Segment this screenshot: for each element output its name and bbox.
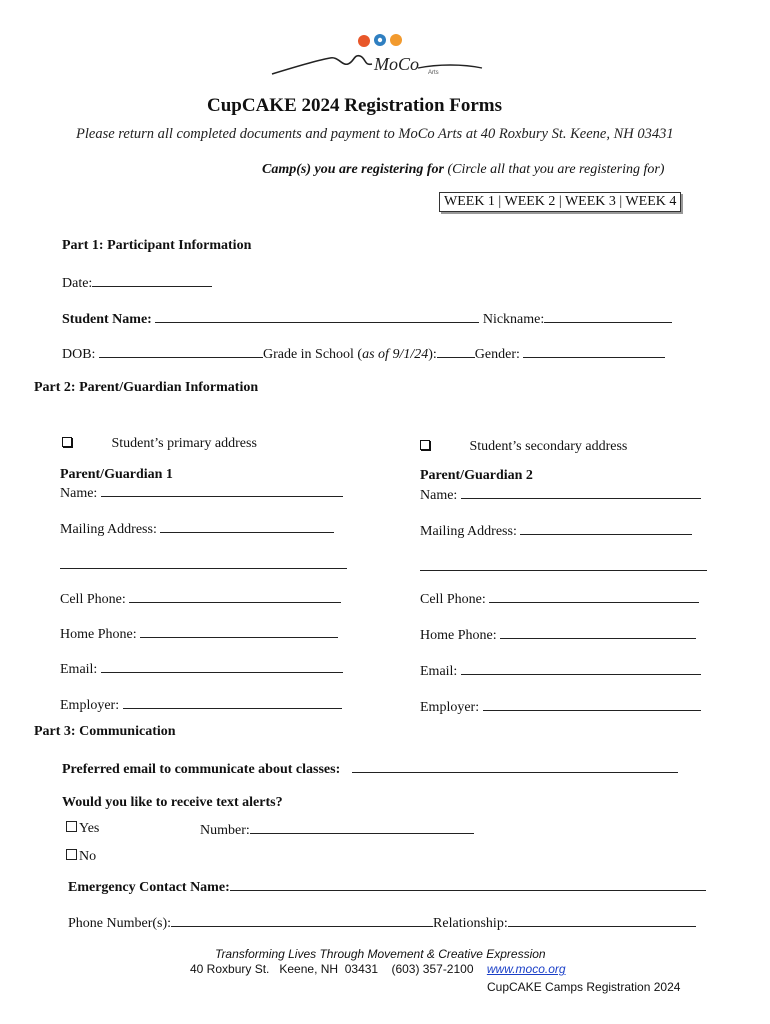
- guardian2-employer-label: Employer:: [420, 700, 480, 715]
- footer-address: 40 Roxbury St. Keene, NH 03431 (603) 357-2100: [190, 962, 474, 976]
- guardian1-employer-label: Employer:: [60, 698, 120, 713]
- primary-address-option[interactable]: [62, 436, 257, 452]
- guardian1-mailing-row[interactable]: [60, 520, 334, 538]
- emergency-contact-label: Emergency Contact Name:: [68, 880, 230, 895]
- guardian2-name-label: Name:: [420, 488, 458, 503]
- emergency-phone-row: [68, 914, 696, 932]
- guardian1-email-label: Email:: [60, 662, 98, 677]
- phone-numbers-label: Phone Number(s):: [68, 916, 172, 931]
- guardian1-cell-row[interactable]: [60, 590, 341, 608]
- dob-label: DOB:: [62, 347, 96, 362]
- guardian2-name-row[interactable]: [420, 486, 701, 504]
- footer-tagline: Transforming Lives Through Movement & Creative Expression: [215, 947, 546, 961]
- logo-subtext: Arts: [428, 70, 439, 76]
- number-label: Number:: [200, 823, 250, 838]
- guardian2-heading: Parent/Guardian 2: [420, 468, 533, 483]
- page-subtitle: Please return all completed documents and payment to MoCo Arts at 40 Roxbury St. Keene, NH 03431: [76, 126, 674, 142]
- gender-label: Gender:: [474, 347, 520, 362]
- footer-form-name: CupCAKE Camps Registration 2024: [487, 980, 681, 994]
- guardian1-email-row[interactable]: [60, 660, 343, 678]
- guardian2-mailing-row[interactable]: [420, 522, 692, 540]
- guardian1-name-label: Name:: [60, 486, 98, 501]
- primary-address-label: Student’s primary address: [111, 436, 257, 451]
- guardian2-home-row[interactable]: [420, 626, 696, 644]
- dob-row: [62, 345, 665, 363]
- dob-field[interactable]: [99, 345, 263, 358]
- text-alerts-number-row[interactable]: [200, 821, 474, 839]
- relationship-label: Relationship:: [433, 916, 508, 931]
- guardian2-employer-row[interactable]: [420, 698, 701, 716]
- moco-logo: [268, 30, 488, 78]
- logo-dot-orange: [358, 35, 370, 47]
- preferred-email-label: Preferred email to communicate about classes:: [62, 762, 341, 777]
- student-name-row: [62, 310, 672, 328]
- grade-as-of: as of 9/1/24: [362, 347, 429, 362]
- guardian1-employer-row[interactable]: [60, 696, 342, 714]
- gender-field[interactable]: [523, 345, 665, 358]
- no-label: No: [79, 849, 97, 864]
- student-name-label: Student Name:: [62, 312, 152, 327]
- logo-swoosh-graphic: [268, 30, 488, 78]
- guardian2-email-row[interactable]: [420, 662, 701, 680]
- grade-field[interactable]: [437, 345, 475, 358]
- date-label: Date:: [62, 276, 93, 291]
- website-link[interactable]: www.moco.org: [486, 962, 566, 976]
- guardian2-email-label: Email:: [420, 664, 458, 679]
- date-field[interactable]: [62, 274, 212, 292]
- logo-wordmark: MoCo: [374, 54, 419, 74]
- relationship-field[interactable]: [508, 914, 696, 927]
- page-title: CupCAKE 2024 Registration Forms: [207, 95, 503, 116]
- camps-note: (Circle all that you are registering for): [447, 162, 665, 177]
- part1-heading: Part 1: Participant Information: [62, 238, 252, 253]
- camps-instruction: [262, 162, 664, 178]
- secondary-address-checkbox[interactable]: [420, 440, 430, 450]
- text-alerts-yes-option[interactable]: [66, 821, 99, 837]
- guardian2-mailing-label: Mailing Address:: [420, 524, 517, 539]
- guardian1-heading: Parent/Guardian 1: [60, 467, 173, 482]
- grade-label: Grade in School (: [262, 347, 363, 362]
- guardian1-home-label: Home Phone:: [60, 627, 137, 642]
- secondary-address-label: Student’s secondary address: [469, 439, 628, 454]
- guardian1-name-row[interactable]: [60, 484, 343, 502]
- yes-label: Yes: [79, 821, 100, 836]
- guardian2-home-label: Home Phone:: [420, 628, 497, 643]
- week-selection-box[interactable]: WEEK 1 | WEEK 2 | WEEK 3 | WEEK 4: [439, 192, 681, 212]
- guardian1-home-row[interactable]: [60, 625, 338, 643]
- nickname-field[interactable]: [544, 310, 672, 323]
- nickname-label: Nickname:: [482, 312, 545, 327]
- primary-address-checkbox[interactable]: [62, 437, 72, 447]
- grade-close: ):: [428, 347, 437, 362]
- secondary-address-option[interactable]: [420, 439, 627, 455]
- guardian1-cell-label: Cell Phone:: [60, 592, 126, 607]
- part3-heading: Part 3: Communication: [34, 724, 176, 739]
- guardian2-mailing-line2[interactable]: [420, 558, 707, 576]
- guardian2-cell-label: Cell Phone:: [420, 592, 486, 607]
- guardian2-cell-row[interactable]: [420, 590, 699, 608]
- guardian1-mailing-label: Mailing Address:: [60, 522, 157, 537]
- phone-numbers-field[interactable]: [171, 914, 433, 927]
- text-alerts-question: Would you like to receive text alerts?: [62, 795, 283, 810]
- preferred-email-row: [62, 760, 678, 778]
- emergency-contact-row[interactable]: [68, 878, 706, 896]
- camps-bold-label: Camp(s) you are registering for: [262, 162, 444, 177]
- text-alerts-no-option[interactable]: [66, 849, 96, 865]
- footer-contact: [190, 962, 566, 976]
- part2-heading: Part 2: Parent/Guardian Information: [34, 380, 259, 395]
- logo-dot-amber: [390, 34, 402, 46]
- student-name-field[interactable]: [155, 310, 479, 323]
- yes-checkbox[interactable]: [66, 821, 77, 832]
- preferred-email-field[interactable]: [352, 760, 678, 773]
- guardian1-mailing-line2[interactable]: [60, 556, 347, 574]
- no-checkbox[interactable]: [66, 849, 77, 860]
